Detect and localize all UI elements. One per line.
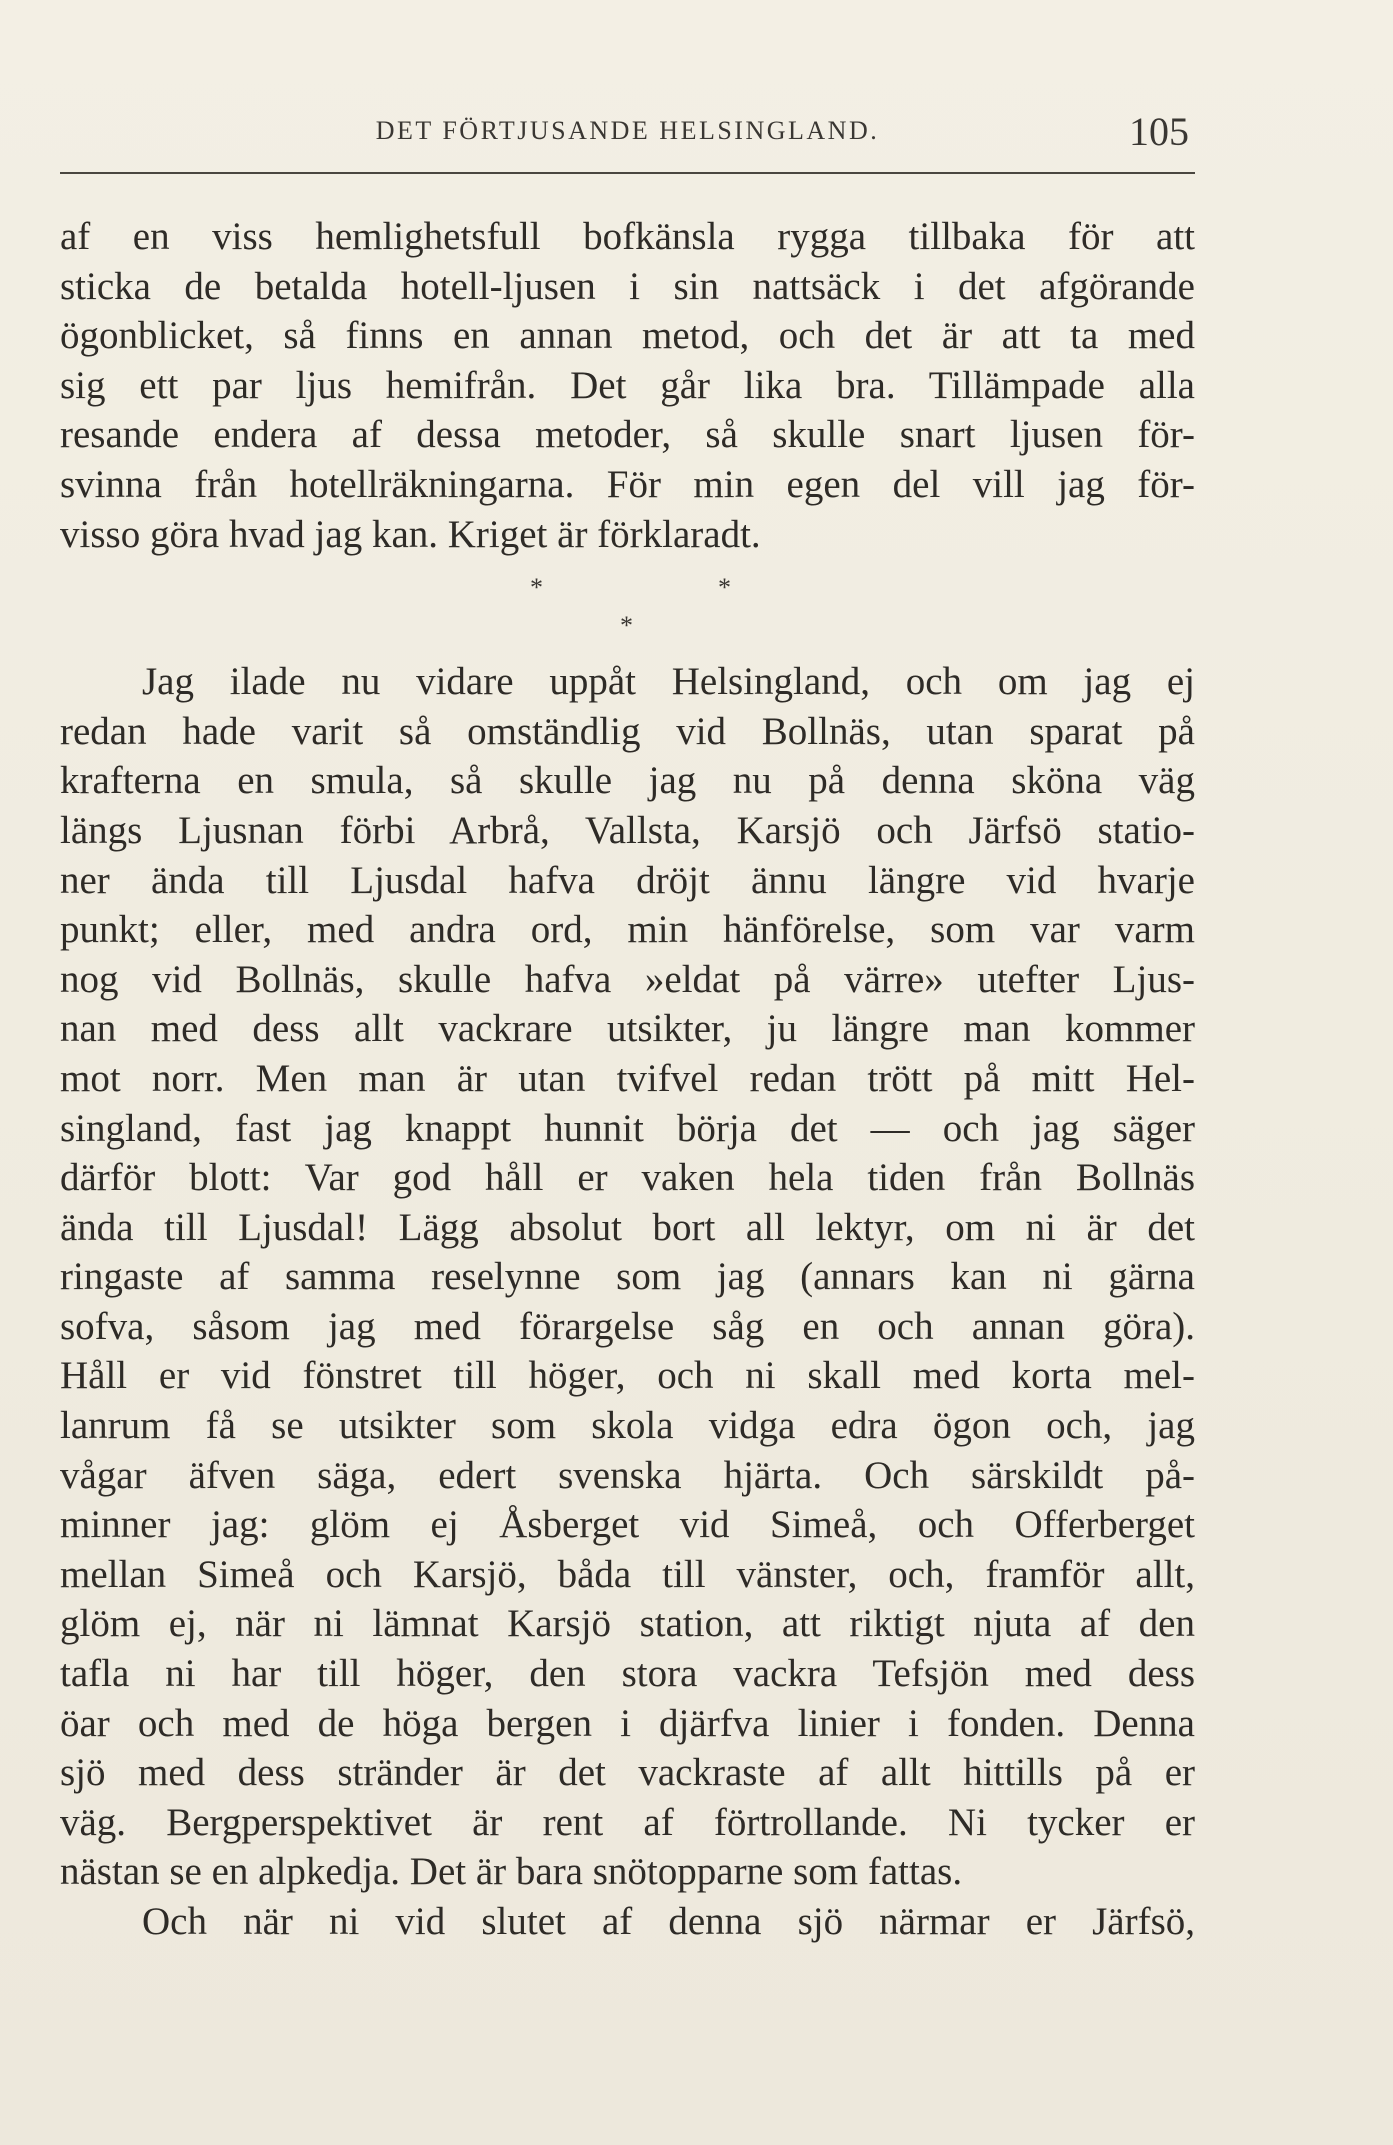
text-line: vågar äfven säga, edert svenska hjärta. Och särskildt på- [60, 1453, 1195, 1497]
text-line: af en viss hemlighetsfull bofkänsla rygga tillbaka för att [60, 215, 1195, 258]
header-rule [60, 172, 1195, 174]
text-line: sjö med dess stränder är det vackraste af allt hittills på er [60, 1751, 1195, 1795]
text-line: tafla ni har till höger, den stora vackra Tefsjön med dess [60, 1652, 1195, 1696]
text-line: nan med dess allt vackrare utsikter, ju längre man kommer [60, 1007, 1195, 1051]
text-line: redan hade varit så omständlig vid Bollnäs, utan sparat på [60, 709, 1195, 753]
text-line: mellan Simeå och Karsjö, båda till vänster, och, framför allt, [60, 1552, 1195, 1596]
text-line: mot norr. Men man är utan tvifvel redan trött på mitt Hel- [60, 1056, 1195, 1100]
page-header [60, 108, 1195, 160]
text-line: Håll er vid fönstret till höger, och ni skall med korta mel- [60, 1354, 1195, 1398]
text-line: ringaste af samma reselynne som jag (annars kan ni gärna [60, 1255, 1195, 1299]
text-line: minner jag: glöm ej Åsberget vid Simeå, och Offerberget [60, 1503, 1195, 1547]
text-line: Jag ilade nu vidare uppåt Helsingland, och om jag ej [142, 660, 1195, 704]
paragraph-2 [60, 657, 1195, 1897]
text-line: öar och med de höga bergen i djärfva linier i fonden. Denna [60, 1701, 1195, 1745]
text-line: svinna från hotellräkningarna. För min egen del vill jag för- [60, 462, 1195, 506]
text-line: ner ända till Ljusdal hafva dröjt ännu längre vid hvarje [60, 858, 1195, 902]
text-line: resande endera af dessa metoder, så skulle snart ljusen för- [60, 413, 1195, 457]
text-line: ögonblicket, så finns en annan metod, och det är att ta med [60, 314, 1195, 358]
text-line: nästan se en alpkedja. Det är bara snötopparne som fattas. [60, 1850, 963, 1894]
text-line: därför blott: Var god håll er vaken hela tiden från Bollnäs [60, 1156, 1195, 1200]
text-line: sofva, såsom jag med förargelse såg en och annan göra). [60, 1304, 1195, 1348]
paragraph-3 [60, 1897, 1195, 1947]
text-line: krafterna en smula, så skulle jag nu på denna sköna väg [60, 759, 1195, 803]
running-title: DET FÖRTJUSANDE HELSINGLAND. [375, 116, 880, 145]
text-line: längs Ljusnan förbi Arbrå, Vallsta, Karsjö och Järfsö statio- [60, 808, 1195, 852]
paragraph-1 [60, 212, 1195, 559]
text-line: nog vid Bollnäs, skulle hafva »eldat på värre» utefter Ljus- [60, 957, 1195, 1001]
text-line: väg. Bergperspektivet är rent af förtrollande. Ni tycker er [60, 1800, 1195, 1844]
text-line: Och när ni vid slutet af denna sjö närmar er Järfsö, [142, 1900, 1195, 1943]
text-line: punkt; eller, med andra ord, min hänförelse, som var varm [60, 908, 1195, 952]
text-line: glöm ej, när ni lämnat Karsjö station, att riktigt njuta af den [60, 1602, 1195, 1646]
text-line: lanrum få se utsikter som skola vidga edra ögon och, jag [60, 1404, 1195, 1448]
asterisk: * [718, 573, 731, 603]
section-separator [60, 565, 1195, 657]
page-number: 105 [1129, 109, 1189, 154]
asterisk: * [620, 611, 633, 641]
text-line: visso göra hvad jag kan. Kriget är förklaradt. [60, 512, 761, 556]
text-line: singland, fast jag knappt hunnit börja det — och jag säger [60, 1106, 1195, 1150]
asterisk: * [530, 573, 543, 603]
text-line: sticka de betalda hotell-ljusen i sin nattsäck i det afgörande [60, 264, 1195, 308]
text-line: sig ett par ljus hemifrån. Det går lika bra. Tillämpade alla [60, 363, 1195, 407]
text-line: ända till Ljusdal! Lägg absolut bort all lektyr, om ni är det [60, 1205, 1195, 1249]
body-text [60, 212, 1195, 1947]
